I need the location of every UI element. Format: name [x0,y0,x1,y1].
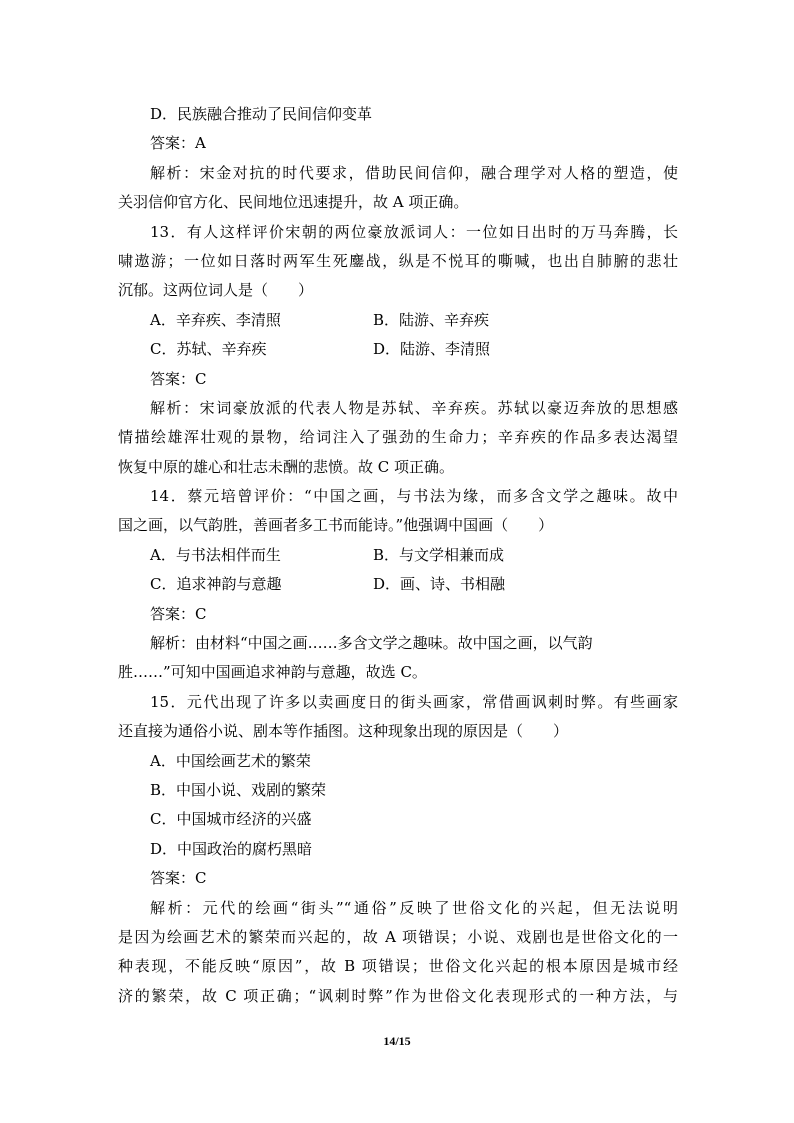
q15-option-c: C．中国城市经济的兴盛 [150,810,312,829]
q12-explanation-line-2: 关羽信仰官方化、民间地位迅速提升，故 A 项正确。 [118,193,469,212]
q15-option-a: A．中国绘画艺术的繁荣 [150,751,311,770]
page-content [118,100,678,1011]
q15-option-b: B．中国小说、戏剧的繁荣 [150,780,327,799]
page-number: 14/15 [383,1034,411,1048]
q15-explanation-line-1: 解析：元代的绘画“街头”“通俗”反映了世俗文化的兴起，但无法说明 [150,898,678,917]
q12-answer: 答案：A [150,134,206,153]
q14-option-a: A．与书法相伴而生 [150,545,281,564]
q13-options-row-1 [118,306,678,335]
q13-explanation-line-3: 恢复中原的雄心和壮志未酬的悲愤。故 C 项正确。 [118,457,455,476]
q15-stem-line-2: 还直接为通俗小说、剧本等作插图。这种现象出现的原因是（ ） [118,722,569,741]
q15-explanation-line-2: 是因为绘画艺术的繁荣而兴起的，故 A 项错误；小说、戏剧也是世俗文化的一 [118,927,678,946]
q14-option-d: D．画、诗、书相融 [373,575,506,594]
q15-explanation-line-3: 种表现，不能反映“原因”，故 B 项错误；世俗文化兴起的根本原因是城市经 [118,957,678,976]
q14-stem-line-1: 14．蔡元培曾评价：“中国之画，与书法为缘，而多含文学之趣味。故中 [150,487,678,506]
q13-stem-line-2: 啸遨游；一位如日落时两军生死鏖战，纵是不悦耳的嘶喊，也出自肺腑的悲壮 [118,251,678,270]
q14-option-b: B．与文学相兼而成 [373,545,505,564]
q14-answer: 答案：C [150,604,207,623]
q13-stem-line-3: 沉郁。这两位词人是（ ） [118,281,314,300]
q12-option-d: D．民族融合推动了民间信仰变革 [150,105,373,123]
q15-option-d: D．中国政治的腐朽黑暗 [150,839,313,858]
q14-explanation-line-1: 解析：由材料“中国之画……多含文学之趣味。故中国之画，以气韵 [150,634,593,653]
q13-explanation-line-1: 解析：宋词豪放派的代表人物是苏轼、辛弃疾。苏轼以豪迈奔放的思想感 [150,398,678,417]
q14-explanation-line-2: 胜……”可知中国画追求神韵与意趣，故选 C。 [118,663,427,682]
q13-options-row-2 [118,335,678,364]
q13-explanation-line-2: 情描绘雄浑壮观的景物，给词注入了强劲的生命力；辛弃疾的作品多表达渴望 [118,428,678,447]
q14-option-c: C．追求神韵与意趣 [150,575,282,594]
q14-options-row-2 [118,570,678,599]
q13-option-a: A．辛弃疾、李清照 [150,310,281,329]
q14-options-row-1 [118,541,678,570]
q13-stem-line-1: 13．有人这样评价宋朝的两位豪放派词人：一位如日出时的万马奔腾，长 [150,222,678,241]
q13-option-d: D．陆游、李清照 [373,340,491,359]
q15-explanation-line-4: 济的繁荣，故 C 项正确；“讽刺时弊”作为世俗文化表现形式的一种方法，与 [118,986,678,1005]
q13-option-c: C．苏轼、辛弃疾 [150,340,267,359]
q14-stem-line-2: 国之画，以气韵胜，善画者多工书而能诗。”他强调中国画（ ） [118,516,554,535]
q15-answer: 答案：C [150,869,207,888]
q15-stem-line-1: 15．元代出现了许多以卖画度日的街头画家，常借画讽刺时弊。有些画家 [150,692,678,711]
q13-answer: 答案：C [150,369,207,388]
q13-option-b: B．陆游、辛弃疾 [373,310,490,329]
q12-explanation-line-1: 解析：宋金对抗的时代要求，借助民间信仰，融合理学对人格的塑造，使 [150,163,678,182]
